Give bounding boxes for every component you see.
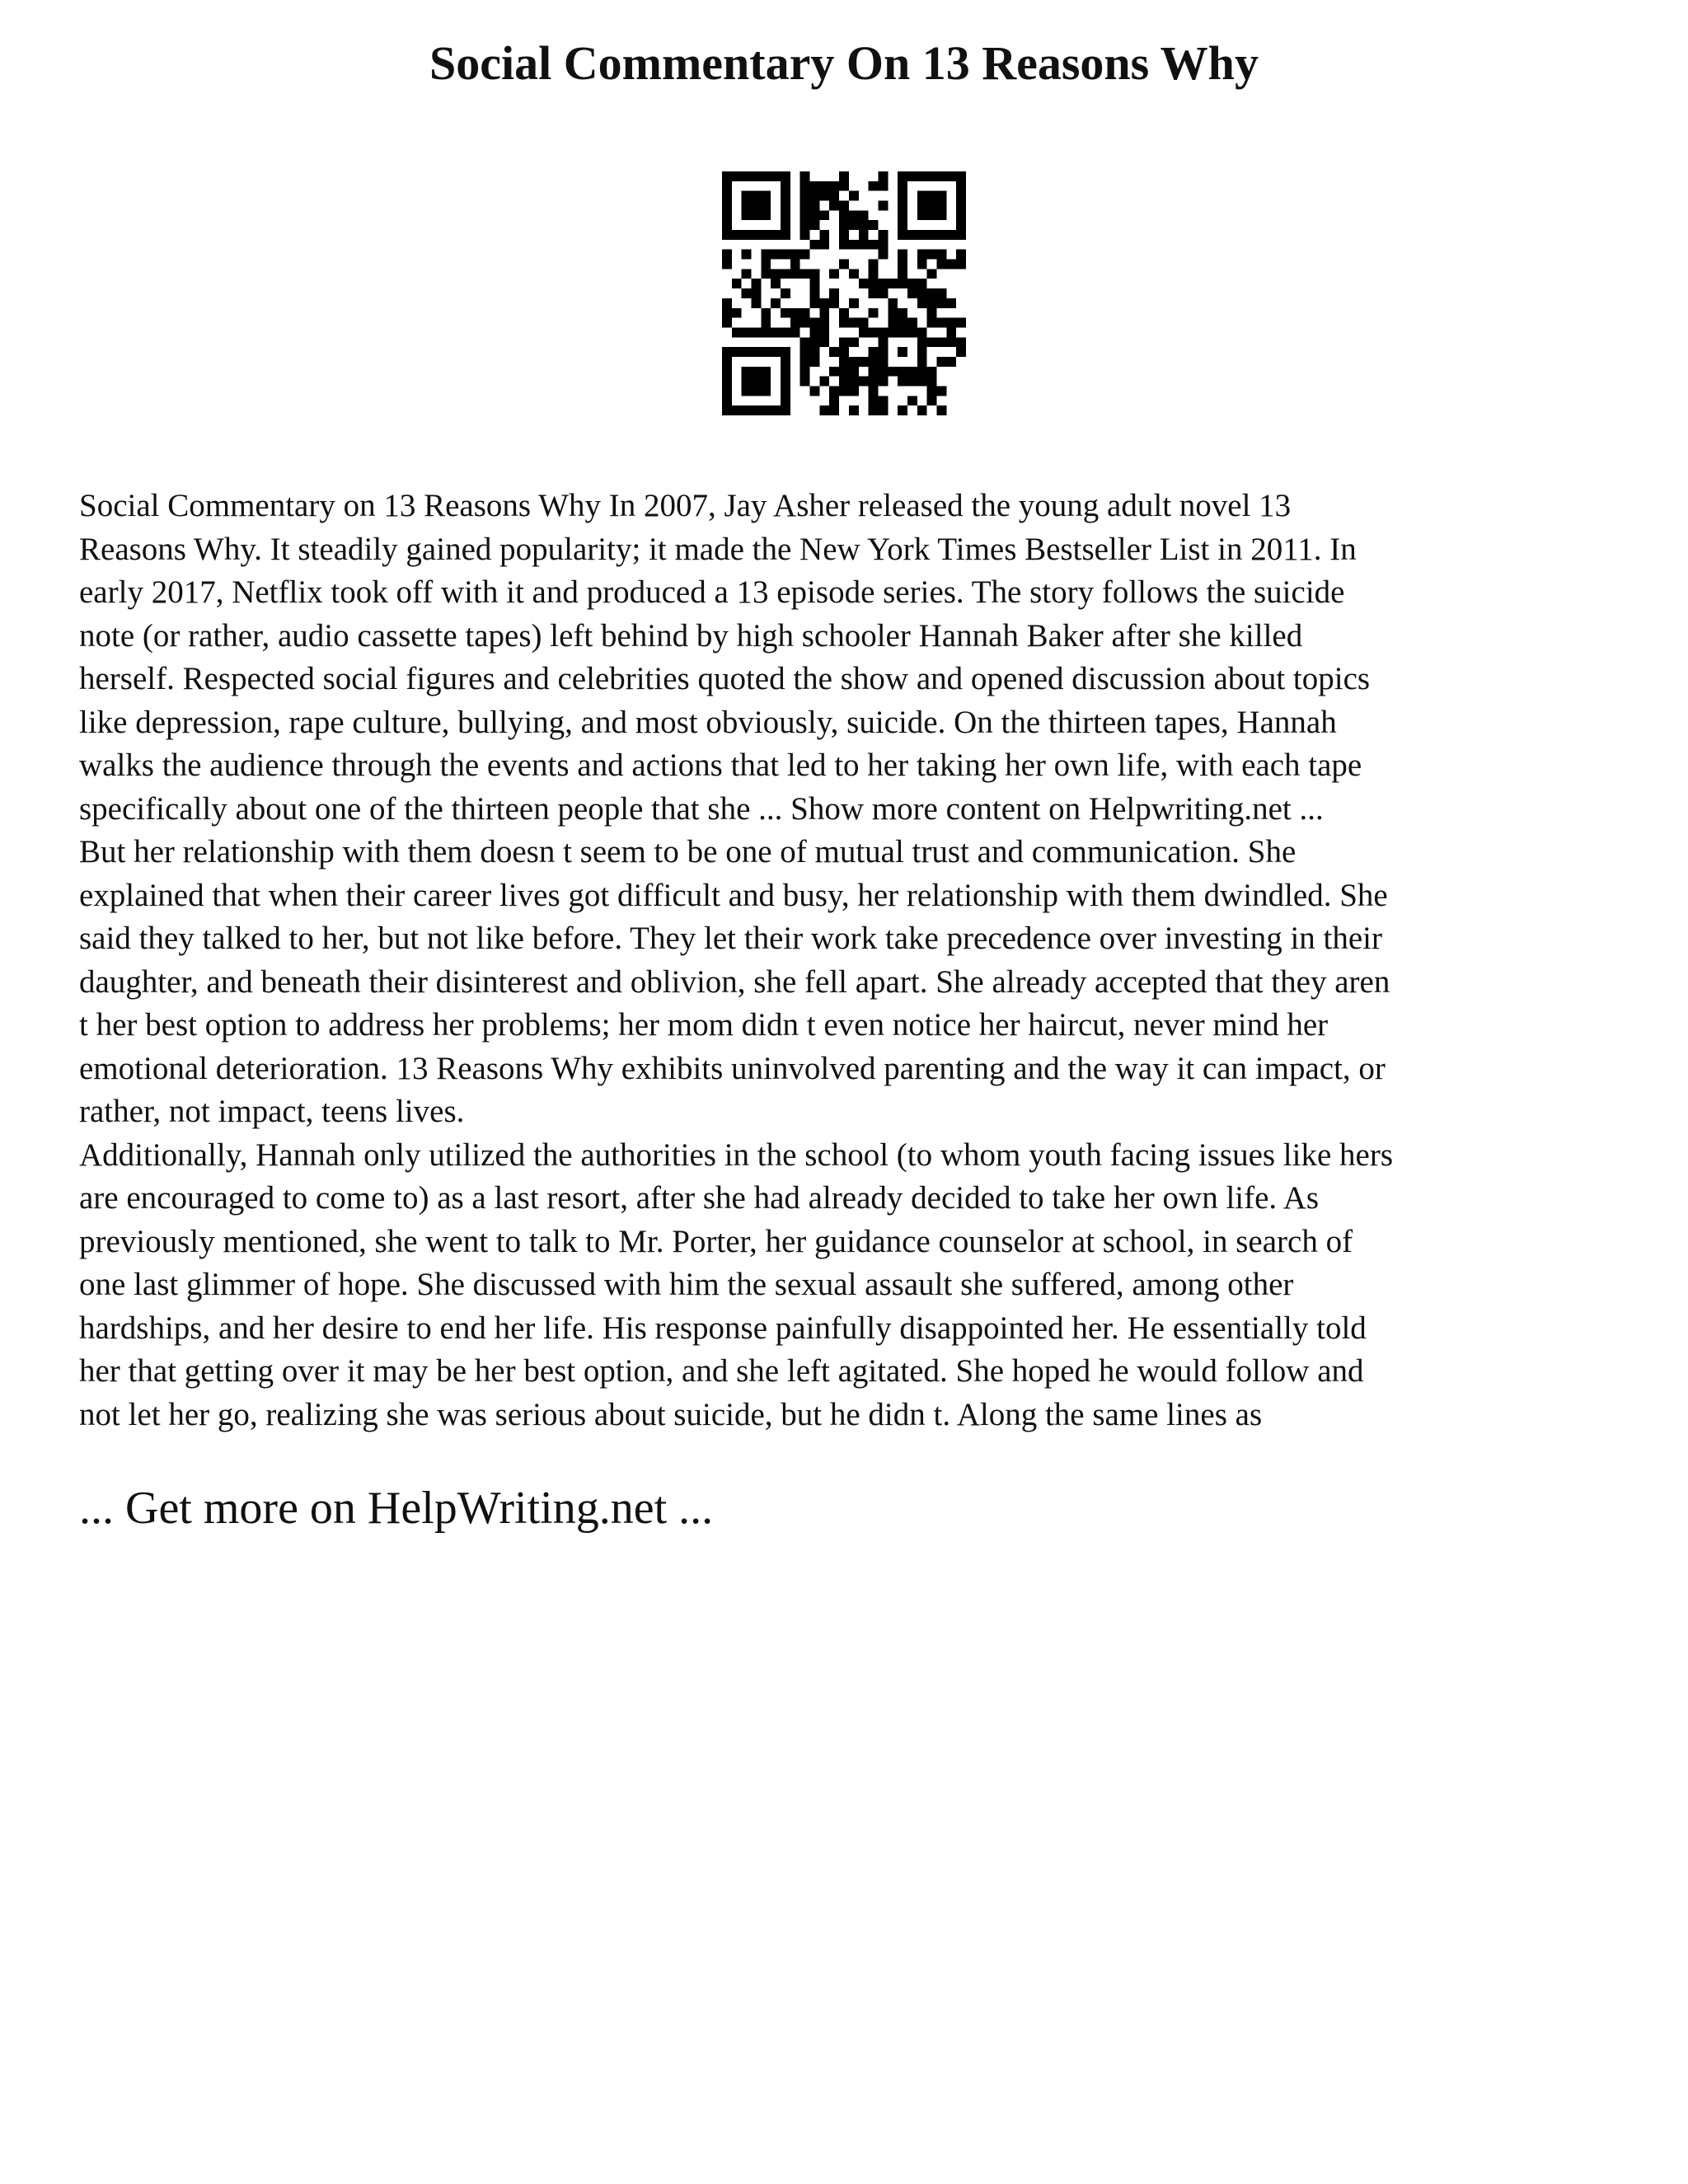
text-line: herself. Respected social figures and celebrities quoted the show and opened discussion about topics <box>79 661 1371 696</box>
text-line: Additionally, Hannah only utilized the authorities in the school (to whom youth facing issues like hers <box>79 1137 1394 1173</box>
text-line: daughter, and beneath their disinterest and oblivion, she fell apart. She already accepted that they aren <box>79 963 1390 1000</box>
text-line: emotional deterioration. 13 Reasons Why exhibits uninvolved parenting and the way it can impact, or <box>79 1050 1386 1086</box>
text-line: specifically about one of the thirteen people that she ... Show more content on Helpwriting.net ... <box>79 790 1324 827</box>
get-more-link[interactable]: ... Get more on HelpWriting.net ... <box>79 1483 714 1534</box>
text-line: like depression, rape culture, bullying, and most obviously, suicide. On the thirteen tapes, Hannah <box>79 704 1337 740</box>
text-line: Social Commentary on 13 Reasons Why In 2007, Jay Asher released the young adult novel 13 <box>79 488 1292 523</box>
text-line: t her best option to address her problems; her mom didn t even notice her haircut, never mind her <box>79 1007 1329 1043</box>
article-body <box>79 485 1629 1436</box>
page-title: Social Commentary On 13 Reasons Why <box>429 36 1259 90</box>
text-line: previously mentioned, she went to talk to Mr. Porter, her guidance counselor at school, in search of <box>79 1223 1353 1259</box>
article-paragraph-2 <box>79 831 1629 1134</box>
qr-code-graphic <box>722 171 966 415</box>
text-line: But her relationship with them doesn t seem to be one of mutual trust and communication. She <box>79 834 1296 869</box>
text-line: note (or rather, audio cassette tapes) left behind by high schooler Hannah Baker after she killed <box>79 617 1303 654</box>
text-line: said they talked to her, but not like before. They let their work take precedence over investing in their <box>79 921 1383 956</box>
text-line: one last glimmer of hope. She discussed with him the sexual assault she suffered, among other <box>79 1267 1294 1302</box>
text-line: not let her go, realizing she was serious about suicide, but he didn t. Along the same lines as <box>79 1396 1263 1432</box>
text-line: hardships, and her desire to end her life. His response painfully disappointed her. He essentially told <box>79 1310 1367 1346</box>
qr-code <box>722 171 966 415</box>
text-line: Reasons Why. It steadily gained popularity; it made the New York Times Bestseller List in 2011. In <box>79 531 1357 567</box>
article-paragraph-1 <box>79 485 1629 831</box>
text-line: walks the audience through the events and actions that led to her taking her own life, with each tape <box>79 748 1362 783</box>
text-line: are encouraged to come to) as a last resort, after she had already decided to take her own life. As <box>79 1180 1320 1216</box>
text-line: explained that when their career lives got difficult and busy, her relationship with them dwindled. She <box>79 877 1388 913</box>
article-paragraph-3 <box>79 1134 1629 1437</box>
text-line: early 2017, Netflix took off with it and produced a 13 episode series. The story follows the suicide <box>79 574 1345 610</box>
text-line: rather, not impact, teens lives. <box>79 1094 465 1129</box>
text-line: her that getting over it may be her best option, and she left agitated. She hoped he would follow and <box>79 1353 1364 1389</box>
